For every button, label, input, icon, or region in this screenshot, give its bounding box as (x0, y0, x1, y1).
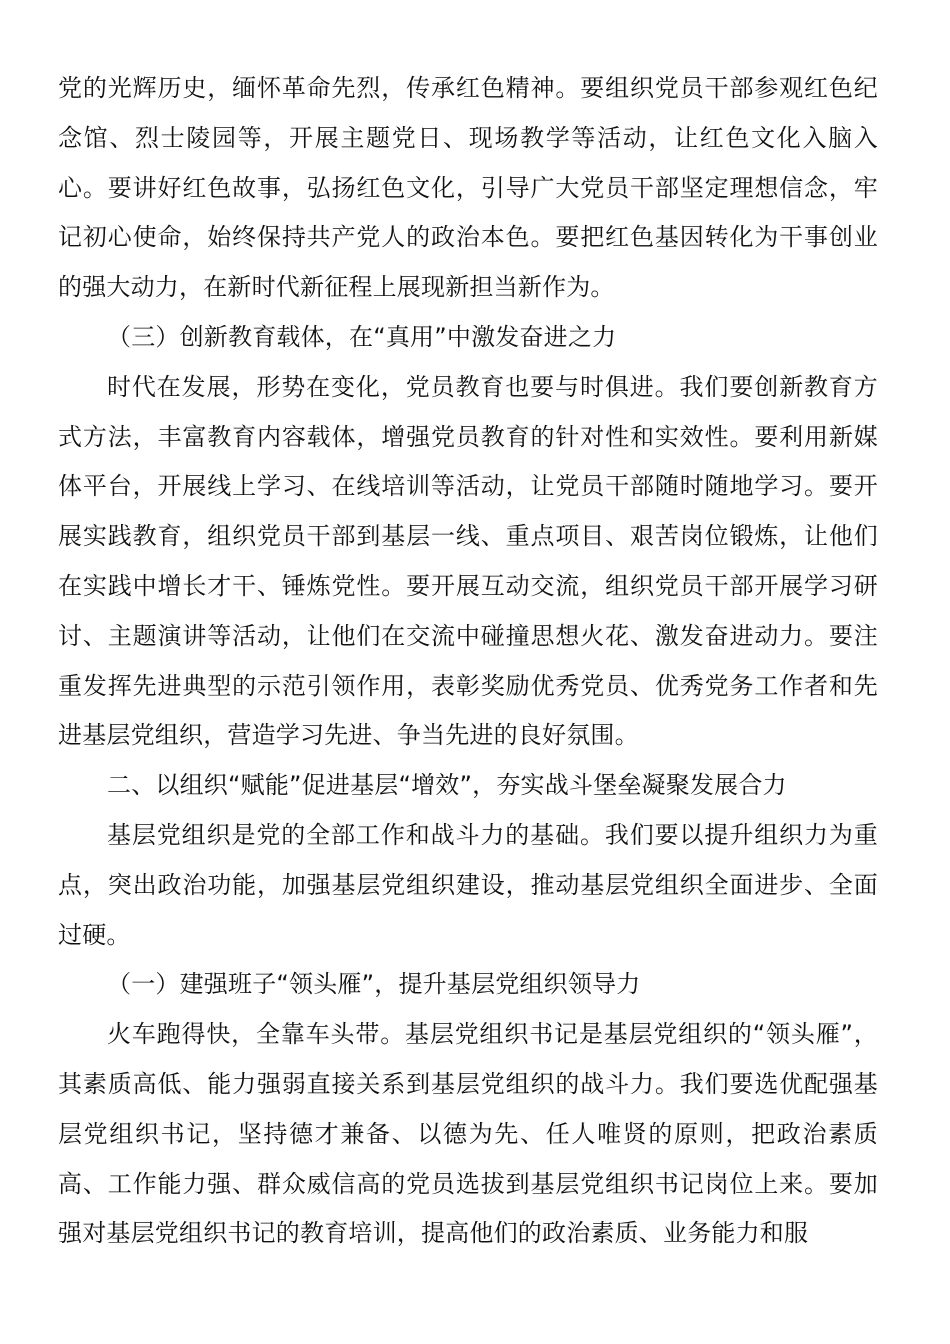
section-heading-organization-empower: 二、以组织“赋能”促进基层“增效”，夯实战斗堡垒凝聚发展合力 (107, 771, 787, 800)
section-heading-innovate-carrier: （三）创新教育载体，在“真用”中激发奋进之力 (107, 322, 617, 351)
paragraph-party-secretary: 火车跑得快，全靠车头带。基层党组织书记是基层党组织的“领头雁”，其素质高低、能力强弱直接关系到基层党组织的战斗力。我们要选优配强基层党组织书记，坚持德才兼备、以德为先、任人唯贤的原则，把政治素质高、工作能力强、群众威信高的党员选拔到基层党组织书记岗位上来。要加强对基层党组织书记的教育培训，提高他们的政治素质、业务能力和服 (58, 1020, 878, 1248)
section-heading-lead-goose: （一）建强班子“领头雁”，提升基层党组织领导力 (107, 970, 641, 999)
paragraph-red-culture: 党的光辉历史，缅怀革命先烈，传承红色精神。要组织党员干部参观红色纪念馆、烈士陵园等，开展主题党日、现场教学等活动，让红色文化入脑入心。要讲好红色故事，弘扬红色文化，引导广大党员干部坚定理想信念，牢记初心使命，始终保持共产党人的政治本色。要把红色基因转化为干事创业的强大动力，在新时代新征程上展现新担当新作为。 (58, 74, 878, 302)
document-page (58, 64, 878, 1259)
paragraph-innovate-education: 时代在发展，形势在变化，党员教育也要与时俱进。我们要创新教育方式方法，丰富教育内容载体，增强党员教育的针对性和实效性。要利用新媒体平台，开展线上学习、在线培训等活动，让党员干部随时随地学习。要开展实践教育，组织党员干部到基层一线、重点项目、艰苦岗位锻炼，让他们在实践中增长才干、锤炼党性。要开展互动交流，组织党员干部开展学习研讨、主题演讲等活动，让他们在交流中碰撞思想火花、激发奋进动力。要注重发挥先进典型的示范引领作用，表彰奖励优秀党员、优秀党务工作者和先进基层党组织，营造学习先进、争当先进的良好氛围。 (58, 372, 878, 750)
paragraph-grassroots-foundation: 基层党组织是党的全部工作和战斗力的基础。我们要以提升组织力为重点，突出政治功能，加强基层党组织建设，推动基层党组织全面进步、全面过硬。 (58, 820, 878, 949)
